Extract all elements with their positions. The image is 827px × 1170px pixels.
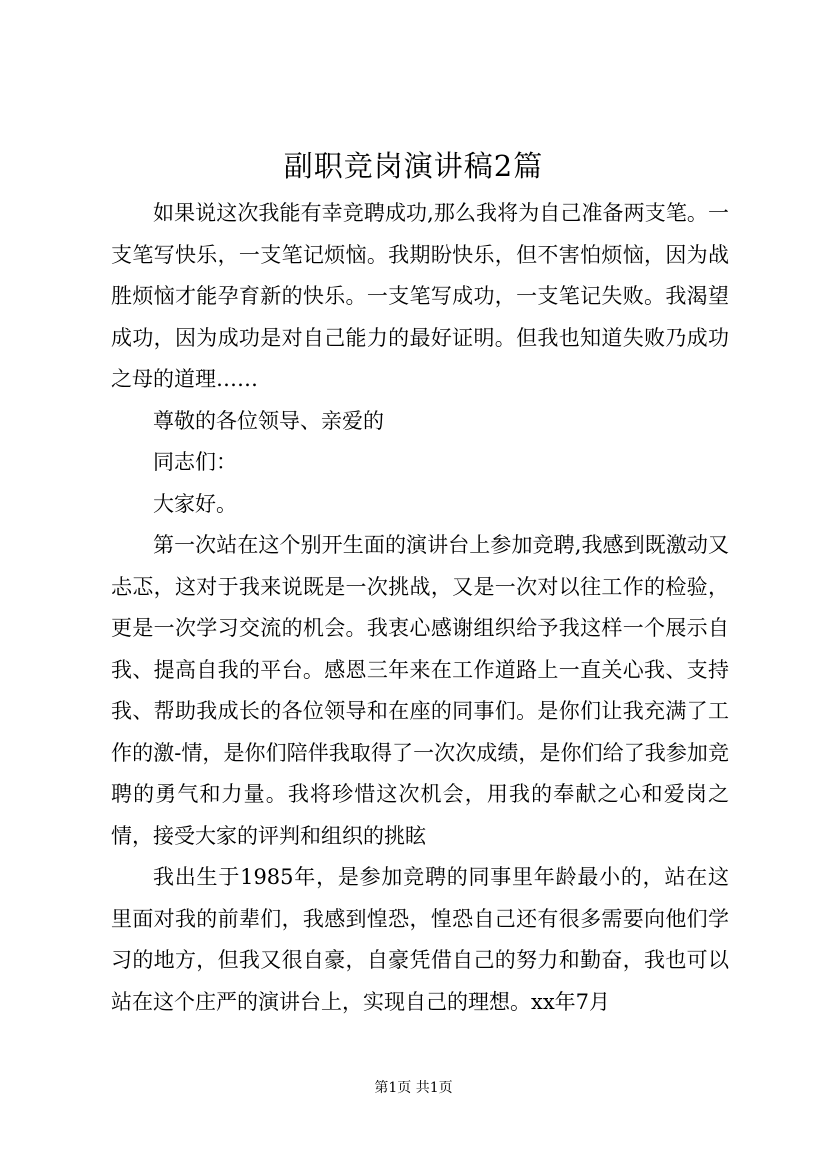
paragraph-salutation: 尊敬的各位领导、亲爱的 [153,408,384,433]
document-title: 副职竞岗演讲稿2篇 [283,149,544,183]
paragraph-birth: 我出生于1985年，是参加竞聘的同事里年龄最小的，站在这里面对我的前辈们，我感到惶恐，惶恐自己还有很多需要向他们学习的地方，但我又很自豪，自豪凭借自己的努力和勤奋，我也可以站在这个庄严的演讲台上，实现自己的理想。xx年7月 [111,865,729,1014]
paragraph-intro: 如果说这次我能有幸竞聘成功,那么我将为自己准备两支笔。一支笔写快乐，一支笔记烦恼。我期盼快乐，但不害怕烦恼，因为战胜烦恼才能孕育新的快乐。一支笔写成功，一支笔记失败。我渴望成功，因为成功是对自己能力的最好证明。但我也知道失败乃成功之母的道理…… [111,201,729,391]
document-body [111,193,729,1023]
paragraph-greeting: 大家好。 [153,491,237,516]
paragraph-salutation-cont: 同志们： [153,450,237,474]
paragraph-first-time: 第一次站在这个别开生面的演讲台上参加竞聘,我感到既激动又忐忑，这对于我来说既是一次挑战，又是一次对以往工作的检验，更是一次学习交流的机会。我衷心感谢组织给予我这样一个展示自我、提高自我的平台。感恩三年来在工作道路上一直关心我、支持我、帮助我成长的各位领导和在座的同事们。是你们让我充满了工作的激-情，是你们陪伴我取得了一次次成绩，是你们给了我参加竞聘的勇气和力量。我将珍惜这次机会，用我的奉献之心和爱岗之情，接受大家的评判和组织的挑眩 [111,533,729,848]
page-footer: 第1页 共1页 [374,1080,453,1096]
